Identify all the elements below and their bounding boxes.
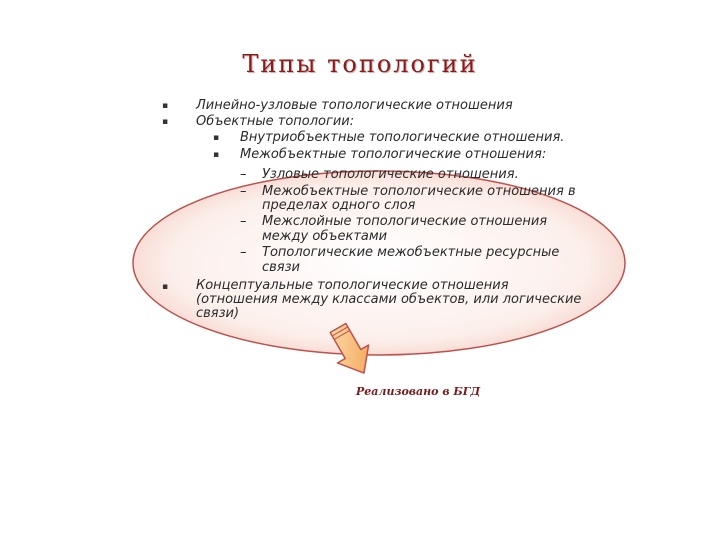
list-item-resource-links-cont: связи [262, 260, 300, 275]
list-item-intra-object: Внутриобъектные топологические отношения. [240, 130, 565, 145]
list-item-inter-layer: Межслойные топологические отношения [262, 214, 548, 229]
caption-implemented: Реализовано в БГД [356, 385, 481, 398]
bullet-marker: ▪ [213, 150, 220, 160]
dash-marker: – [240, 167, 247, 182]
list-item-conceptual: Концептуальные топологические отношения [196, 278, 509, 293]
slide-title: Типы топологий [242, 50, 478, 78]
list-item-conceptual-cont2: связи) [196, 306, 240, 321]
bullet-marker: ▪ [162, 117, 169, 127]
list-item-within-layer-cont: пределах одного слоя [262, 198, 416, 213]
bullet-marker: ▪ [213, 133, 220, 143]
list-item-inter-layer-cont: между объектами [262, 229, 388, 244]
list-item-nodal: Узловые топологические отношения. [262, 167, 519, 182]
list-item-linear-nodal: Линейно-узловые топологические отношения [196, 98, 513, 113]
dash-marker: – [240, 184, 247, 199]
list-item-within-layer: Межобъектные топологические отношения в [262, 184, 576, 199]
list-item-object-topologies: Объектные топологии: [196, 114, 355, 129]
bullet-marker: ▪ [162, 282, 169, 292]
dash-marker: – [240, 214, 247, 229]
list-item-conceptual-cont: (отношения между классами объектов, или логические [196, 292, 582, 307]
list-item-resource-links: Топологические межобъектные ресурсные [262, 245, 560, 260]
bullet-marker: ▪ [162, 101, 169, 111]
list-item-inter-object: Межобъектные топологические отношения: [240, 147, 547, 162]
dash-marker: – [240, 245, 247, 260]
